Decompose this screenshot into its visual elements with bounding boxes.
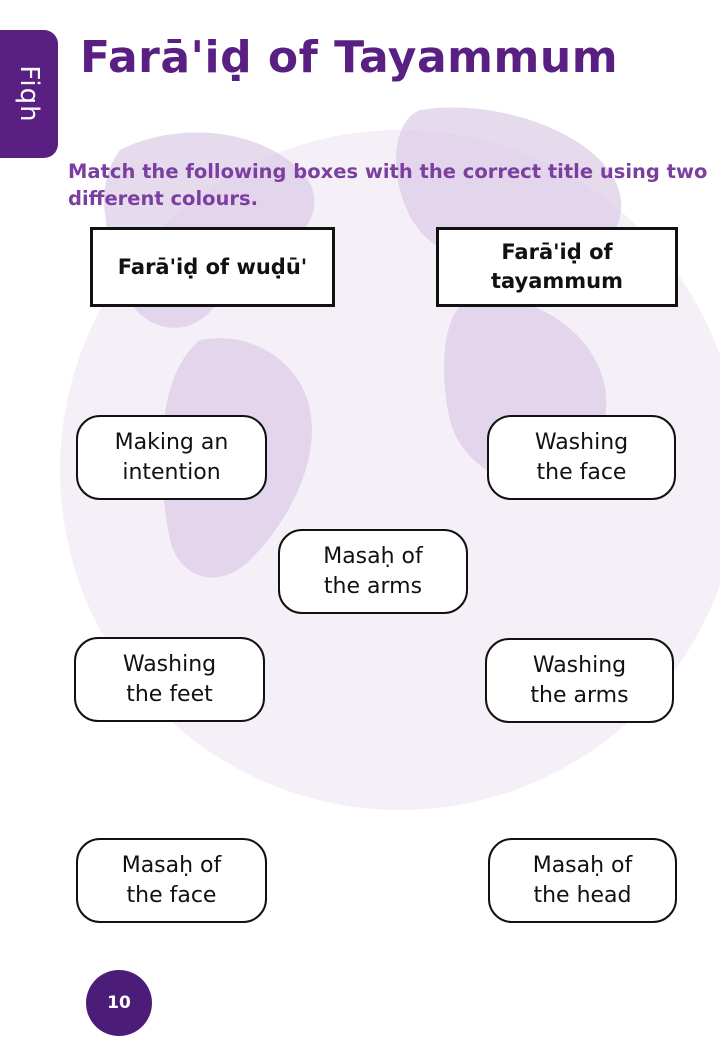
item-label: Washing the arms [530, 652, 629, 708]
item-box-masah-face[interactable] [76, 838, 267, 923]
instruction-text: Match the following boxes with the correct title using two different colours. [68, 160, 708, 210]
heading-box-wudu[interactable] [90, 227, 335, 307]
item-label: Masaḥ of the head [532, 852, 633, 908]
page-number-badge [86, 970, 152, 1036]
item-box-washing-face[interactable] [487, 415, 676, 500]
item-label: Washing the face [534, 429, 629, 485]
item-label: Washing the feet [122, 651, 217, 707]
item-box-masah-head[interactable] [488, 838, 677, 923]
item-box-washing-feet[interactable] [74, 637, 265, 722]
page-title: Farā'iḍ of Tayammum [80, 32, 619, 83]
item-label: Making an intention [114, 429, 229, 485]
item-box-making-intention[interactable] [76, 415, 267, 500]
heading-box-tayammum[interactable] [436, 227, 678, 307]
heading-tayammum-label: Farā'iḍ of tayammum [490, 240, 624, 293]
item-label: Masaḥ of the arms [323, 543, 423, 599]
item-box-washing-arms[interactable] [485, 638, 674, 723]
heading-wudu-label: Farā'iḍ of wuḍū' [117, 254, 308, 279]
side-tab-label: Fiqh [14, 65, 44, 123]
page-number: 10 [107, 993, 131, 1013]
item-label: Masaḥ of the face [121, 852, 222, 908]
item-box-masah-arms[interactable] [278, 529, 468, 614]
